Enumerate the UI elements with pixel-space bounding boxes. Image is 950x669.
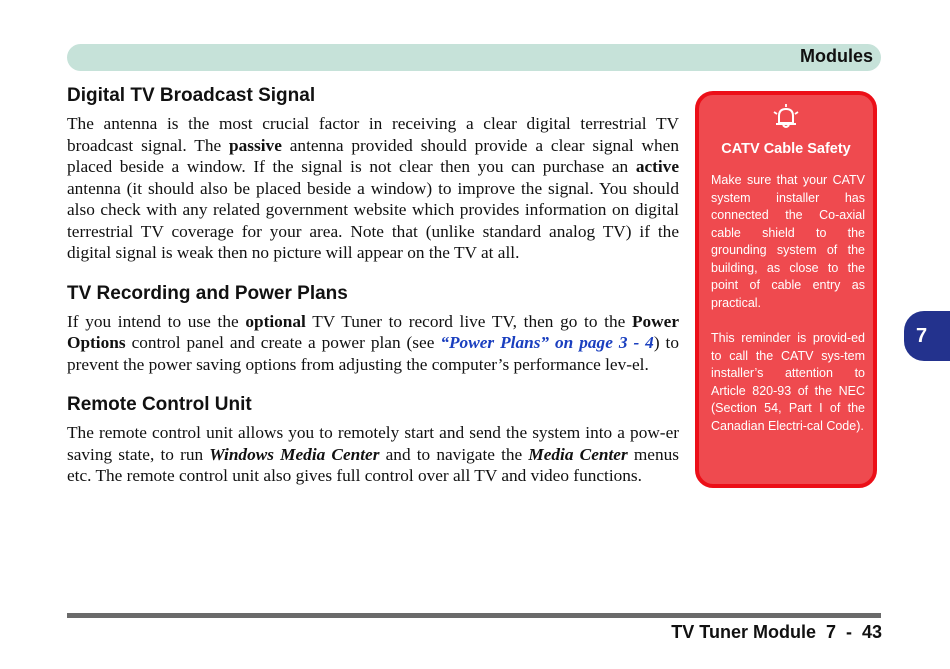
bell-warning-icon	[699, 103, 873, 136]
callout-text: Make sure that your CATV system installer has connected the Co-axial cable shield to the grounding system of the building, as close to the point of cable entry as practical.	[711, 173, 865, 310]
bold-term: passive	[229, 135, 282, 155]
section-paragraph: The antenna is the most crucial factor in receiving a clear digital terrestrial TV broadcast signal. The passive antenna provided should provide a clear signal when placed beside a window. If the signal is not clear then you can purchase an active antenna (it should also be placed beside a window) to improve the signal. You should also check with any related government website which provides information on digital terrestrial TV coverage for your area. Note that (unlike standard analog TV) if the digital signal is weak then no picture will appear on the TV at all.	[67, 114, 679, 262]
section-heading: TV Recording and Power Plans	[67, 282, 348, 304]
footer-page-label: TV Tuner Module 7 - 43	[671, 622, 882, 642]
bold-term: optional	[245, 311, 306, 331]
bold-italic-term: Windows Media Center	[209, 444, 380, 464]
section-heading: Remote Control Unit	[67, 394, 252, 415]
chapter-tab[interactable]: 7	[904, 311, 950, 361]
footer-rule	[67, 613, 881, 618]
catv-safety-callout	[695, 91, 877, 488]
callout-text: This reminder is provid-ed to call the CATV sys-tem installer’s attention to Article 820-93 of the NEC (Section 54, Part I of the Canadian Electri-cal Code).	[711, 331, 865, 433]
section-recording-power	[67, 282, 679, 376]
header-title: Modules	[799, 46, 873, 66]
section-remote-control	[67, 393, 679, 487]
main-content	[67, 84, 679, 505]
section-paragraph: If you intend to use the optional TV Tuner to record live TV, then go to the Power Options control panel and create a power plan (see “Power Plans” on page 3 - 4) to prevent the power saving options from adjusting the computer’s performance lev-el.	[67, 311, 679, 374]
section-paragraph: The remote control unit allows you to remotely start and send the system into a pow-er saving state, to run Windows Media Center and to navigate the Media Center menus etc. The remote control unit also gives full control over all TV and video functions.	[67, 423, 679, 485]
bold-term: active	[635, 157, 679, 176]
bold-term: Power Options	[67, 311, 679, 352]
callout-title: CATV Cable Safety	[721, 141, 851, 157]
power-plans-link[interactable]: “Power Plans” on page 3 - 4	[440, 333, 654, 352]
section-heading: Digital TV Broadcast Signal	[67, 85, 316, 106]
section-digital-tv	[67, 84, 679, 264]
header-bar	[67, 44, 881, 71]
bold-italic-term: Media Center	[528, 444, 628, 464]
